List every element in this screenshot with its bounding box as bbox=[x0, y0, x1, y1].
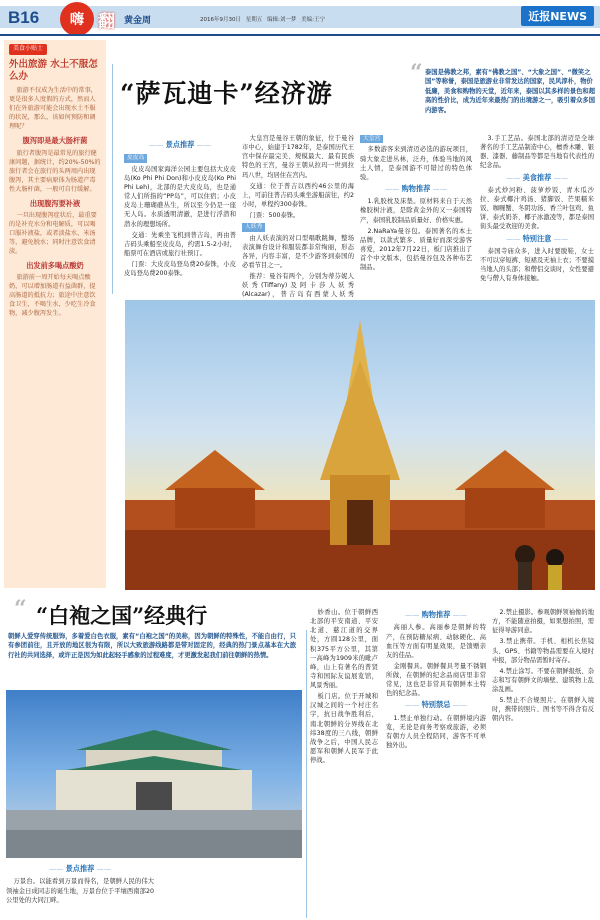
article1-col4 bbox=[480, 134, 594, 298]
paragraph: 交通：先乘坐飞机到普吉岛，再由普吉码头乘船至皮皮岛，约需1.5-2小时，船票可在酒店或旅行社预订。 bbox=[124, 231, 236, 257]
pyongyang-photo bbox=[6, 690, 302, 858]
section-heading: —— 景点推荐 —— bbox=[6, 864, 154, 874]
article1-col3 bbox=[360, 134, 472, 298]
paragraph: 由人妖表演的对口型唱歌跳舞，整场表演舞台设计和服装都非常绚丽，形态各异，内容丰富，是不少游客到泰国的必看节目之一。 bbox=[242, 234, 354, 269]
paragraph: 2.禁止摄影。参观朝鲜领袖像的地方，不能随意拍摄，如果想拍照，需征得导游同意。 bbox=[492, 609, 594, 635]
article2-col4 bbox=[492, 608, 594, 918]
brand-logo: 近报NEWS bbox=[521, 6, 594, 26]
paragraph: 泰国寺庙众多，进入时要脱鞋，女士不可以穿短裤、短裙及无袖上衣；不要摸当地人的头部；和僧侣交谈时，女性要避免与僧人有身体接触。 bbox=[480, 248, 594, 283]
quote-open-icon: “ bbox=[14, 596, 27, 622]
sidebar-intro: 旅游不仅成为生活中的常事，更是很多人度假的方式，然而人们在外旅游可能会出现水土不服的状况，那么，该如何预防和调理呢？ bbox=[9, 87, 97, 131]
paragraph: 3.禁止携带。手机、相机长焦镜头、GPS、书籍等物品需要在入境时申报，部分物品需暂时寄存。 bbox=[492, 638, 594, 664]
section-heading: —— 购物推荐 —— bbox=[386, 610, 486, 620]
temple-illustration bbox=[125, 300, 595, 590]
spot-tag: 人妖秀 bbox=[242, 223, 265, 231]
section-heading: —— 特别禁忌 —— bbox=[386, 700, 486, 710]
paragraph: 高丽人参。高丽参是朝鲜的特产，在预防糖尿病、动脉硬化、高血压等方面有明显效果，是馈赠亲友的佳品。 bbox=[386, 624, 486, 659]
paragraph: 妙香山。位于朝鲜西北部的平安南道、平安北道、慈江道的交界处，方圆128公里，面积375平方公里，其第一高峰为1909米的毗卢峰，山上有著名的普贤寺和国际友谊展览馆，风景秀丽。 bbox=[310, 609, 378, 689]
article2-title: “白袍之国”经典行 bbox=[36, 603, 208, 628]
article1-col2 bbox=[242, 134, 354, 298]
sidebar-title: 外出旅游 水土不服怎么办 bbox=[9, 58, 98, 83]
fan-logo: 翻 bbox=[98, 12, 115, 32]
page-header bbox=[0, 0, 600, 40]
paragraph: 1.禁止单独行动。在朝鲜境内游览，无论是商务考察或旅游，必须有朝方人员全程陪同，游客不可单独外出。 bbox=[386, 714, 486, 750]
header-divider bbox=[0, 34, 600, 36]
sidebar-badge: 美食小贴士 bbox=[9, 44, 47, 55]
section-name: 黄金周 bbox=[124, 16, 152, 26]
paragraph: 万景台。以能看到万景而得名，是朝鲜人民的伟大领袖金日成同志的诞生地，万景台位于平壤西南部20公里处的大同江畔。 bbox=[6, 878, 154, 904]
column-rule bbox=[306, 630, 307, 918]
section-heading: —— 美食推荐 —— bbox=[480, 173, 594, 183]
sidebar-heading: 出发前多喝点酸奶 bbox=[26, 261, 84, 271]
paragraph: 3.手工艺品。泰国北部的清迈是全球著名的手工艺品制造中心，檀香木雕、银器、漆器、藤制品等都是当地有代表性的纪念品。 bbox=[480, 135, 594, 170]
sidebar-paragraph: 一旦出现腹泻症状后，最重要的是补充水分和电解质，可以喝口服补液盐，或者淡盐水、米汤等，避免脱水；同时注意饮食清淡。 bbox=[9, 212, 97, 256]
paragraph: 门票：大皮皮岛登岛费20泰铢，小皮皮岛登岛费200泰铢。 bbox=[124, 261, 236, 278]
article2-col1 bbox=[6, 862, 154, 918]
paragraph: 泰式炒河粉、菠萝炒饭、青木瓜沙拉、泰式椰汁鸡汤、猪脚饭、芒果糯米饭、咖喱蟹、冬阴功汤、香兰叶包鸡、鱼饼、泰式奶茶、椰子冰激凌等，都是泰国街头最受欢迎的美食。 bbox=[480, 186, 594, 231]
sidebar-heading: 腹泻即是最大肠杆菌 bbox=[22, 136, 88, 146]
paragraph: 推荐：曼谷有两个，分别为蒂芬妮人妖秀(Tiffany)及阿卡莎人妖秀(Alcazar)，普吉岛有西蒙人妖秀 bbox=[242, 273, 354, 299]
palace-illustration bbox=[6, 690, 302, 858]
article1-title: “萨瓦迪卡”经济游 bbox=[120, 79, 333, 108]
issue-meta: 2016年9月30日 星期五 编辑:刘一梦 美编:王宁 bbox=[200, 17, 325, 23]
paragraph: 4.禁止涂写。不要在朝鲜报纸、杂志和写有朝鲜文的墙壁、建筑物上乱涂乱画。 bbox=[492, 667, 594, 693]
article1-col1 bbox=[124, 138, 236, 298]
paragraph: 交通：位于普吉以西约46公里的海上，可前往普吉码头乘坐游船前往，约2小时，单程约300泰铢。 bbox=[242, 182, 354, 208]
article2-col3 bbox=[386, 608, 486, 918]
paragraph: 板门店。位于开城和汉城之间的一个村庄名字，抗日战争胜利后，南北朝鲜的分界线在北纬38度的三八线，朝鲜战争之后，中国人民志愿军和朝鲜人民军于此停战。 bbox=[310, 693, 378, 764]
paragraph: 皮皮岛国家海洋公园主要包括大皮皮岛(Ko Phi Phi Don)和小皮皮岛(Ko Phi Phi Leh)，北部的是大皮皮岛，也是通常人们所指的“PP岛”，可以住宿；小皮皮岛上珊瑚礁丛生，所以至今仍是一座无人岛。水质透明清澈，是进行浮潜和潜水的理想场所。 bbox=[124, 165, 236, 228]
article1-lead: 泰国是佛教之邦，素有“佛教之国”、“大象之国”、“微笑之国”等称誉，泰国是旅游业非常发达的国家，民风淳朴，物价低廉，美食和购物的天堂，近年来，泰国以其多样的景色和超高的性价比，成为近年来最热门的出境游之一，吸引着众多国内游客。 bbox=[425, 69, 596, 114]
sidebar-tips bbox=[4, 40, 106, 588]
paragraph: 金刚餐具。朝鲜餐具考量不锈钢所做，在朝鲜的纪念品商店里非常常见，这也是非常具有朝鲜本土特色的纪念品。 bbox=[386, 662, 486, 698]
section-heading: —— 购物推荐 —— bbox=[360, 184, 472, 194]
sidebar-paragraph: 旅行者腹泻是最常见的旅行健康问题，据统计，约20%-50%的旅行者会在旅行的头两周内出现腹泻，其主要病原体为肠道产毒性大肠杆菌，一般可自行缓解。 bbox=[9, 149, 101, 193]
spot-tag: 皮皮岛 bbox=[124, 154, 147, 162]
sidebar-heading: 出现腹泻要补液 bbox=[29, 198, 81, 208]
hai-logo: 嗨 bbox=[60, 2, 94, 36]
paragraph: 1.乳胶枕及床垫。原材料来自于天然橡胶树汁液，是除黄金外的又一泰国特产，泰国乳胶制品质量好、价格实惠。 bbox=[360, 198, 472, 224]
article2-col2 bbox=[310, 608, 378, 918]
page-number: B16 bbox=[8, 8, 40, 27]
quote-open-icon: “ bbox=[410, 60, 423, 86]
article2-lead: 朝鲜人爱穿传统服饰，多着爱白色衣服，素有“白袍之国”的美称，因为朝鲜的特殊性，不能自由行，只有参团前往，且开放的地区很为有限，所以大致旅游线路都是带对固定的，经典的热门景点基本在大旅行社的共同选择，或许正是因为如此起轻手感象的过程难度，才更激发起我们前往朝鲜的热情。 bbox=[8, 633, 296, 659]
paragraph: 5.禁止不合规照片。在朝鲜入境时，携带的照片、图书等不得含有反朝内容。 bbox=[492, 697, 594, 723]
spot-tag: 大皇宫 bbox=[360, 135, 383, 143]
temple-photo bbox=[125, 300, 595, 590]
paragraph: 门票：500泰铢。 bbox=[249, 212, 300, 219]
paragraph: 大皇宫是曼谷王朝的象征，位于曼谷市中心，始建于1782年，是泰国历代王宫中保存最完美、规模最大、最有民族特色的王宫，曼谷王朝从拉玛一世到拉玛八世，均居住在宫内。 bbox=[242, 135, 354, 179]
section-heading: —— 特别注意 —— bbox=[480, 234, 594, 244]
paragraph: 2.NaRaYa曼谷包。泰国著名的本土品牌，以款式繁多、质量好而深受游客喜爱，2012年7月22日，板门店推出了首个中文版本，包括曼谷包及各种布艺制品。 bbox=[360, 227, 472, 272]
paragraph: 多数游客来到清迈必选的游玩项目，骑大象走进丛林，泛舟，体验当地的风土人情，是泰国游不可错过的特色体验。 bbox=[360, 146, 472, 181]
column-rule bbox=[112, 64, 113, 294]
sidebar-paragraph: 旅游前一周开始每天喝点酸奶，可以增加肠道有益菌群，提高肠道的抵抗力；旅途中注意饮食卫生，不喝生水，少吃生冷食物，减少腹泻发生。 bbox=[9, 274, 96, 318]
section-heading: —— 景点推荐 —— bbox=[124, 140, 236, 150]
